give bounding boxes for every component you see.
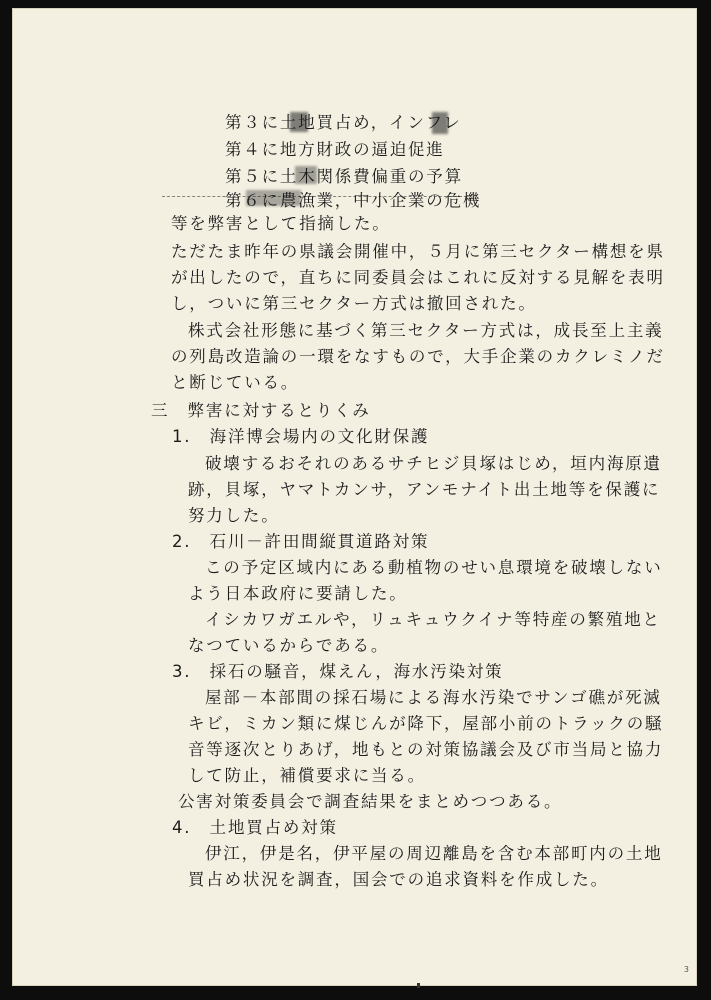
text-line: 買占め状況を調査，国会での追求資料を作成した。 (188, 870, 609, 889)
text-line: の列島改造論の一環をなすもので，大手企業のカクレミノだ (171, 347, 665, 366)
text-line: 破壊するおそれのあるサチヒジ貝塚はじめ，垣内海原遺 (205, 454, 662, 473)
text-line: 等を弊害として指摘した。 (171, 214, 391, 233)
text-line: キビ，ミカン類に煤じんが降下，屋部小前のトラックの騒 (188, 714, 664, 733)
text-line: 跡，貝塚，ヤマトカンサ，アンモナイト出土地等を保護に (188, 480, 661, 499)
text-line: この予定区域内にある動植物のせい息環境を破壊しない (205, 558, 663, 577)
text-line: と断じている。 (171, 373, 300, 392)
text-line: 音等逐次とりあげ，地もとの対策協議会及び市当局と協力 (188, 740, 664, 759)
text-line: 株式会社形態に基づく第三セクター方式は，成長至上主義 (188, 321, 664, 340)
text-line: ただたま昨年の県議会開催中，５月に第三セクター構想を県 (171, 242, 665, 261)
punch-mark (417, 983, 420, 988)
text-line: よう日本政府に要請した。 (188, 584, 408, 603)
text-line: 屋部－本部間の採石場による海水汚染でサンゴ礁が死滅 (205, 688, 662, 707)
text-line: して防止，補償要求に当る。 (188, 766, 426, 785)
item-heading: 2. 石川－許田間縦貫道路対策 (172, 532, 430, 551)
text-line: し，ついに第三セクター方式は撤回された。 (171, 294, 537, 313)
document-page (12, 8, 697, 986)
text-line: が出したので，直ちに同委員会はこれに反対する見解を表明 (171, 268, 665, 287)
text-line: 第５に土木関係費偏重の予算 (225, 167, 463, 186)
text-line: 努力した。 (188, 506, 280, 525)
text-line: イシカワガエルや，リュキュウクイナ等特産の繁殖地と (205, 610, 661, 629)
text-line: 第３に土地買占め，インフレ (225, 113, 462, 132)
item-heading: 1. 海洋博会場内の文化財保護 (172, 427, 430, 446)
text-line: 伊江，伊是名，伊平屋の周辺離島を含む本部町内の土地 (205, 844, 663, 863)
page-number: 3 (683, 965, 689, 974)
section-heading: 三 弊害に対するとりくみ (151, 401, 371, 420)
item-heading: 3. 採石の騒音，煤えん，海水汚染対策 (172, 662, 504, 681)
text-line: 第６に農漁業，中小企業の危機 (225, 191, 482, 210)
text-line: 公害対策委員会で調査結果をまとめつつある。 (178, 792, 563, 811)
text-line: 第４に地方財政の逼迫促進 (225, 140, 445, 159)
item-heading: 4. 土地買占め対策 (172, 818, 338, 837)
text-line: なつているからである。 (188, 636, 390, 655)
